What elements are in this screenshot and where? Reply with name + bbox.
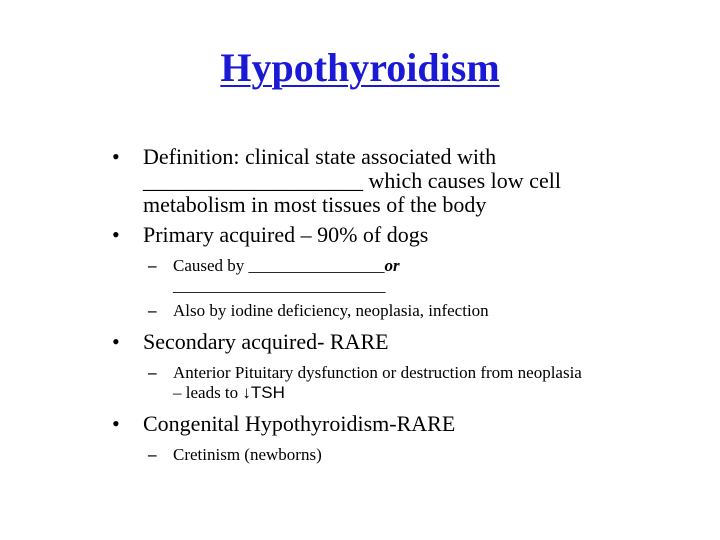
- subbullet-marker: –: [148, 256, 157, 275]
- bullet-secondary-acquired: [112, 330, 712, 354]
- bullet-text: Secondary acquired- RARE: [143, 329, 389, 354]
- subbullet-text-part: – leads to: [173, 383, 243, 402]
- bullet-marker: •: [112, 329, 120, 354]
- subbullet-anterior-pituitary: [112, 363, 712, 403]
- bullet-list: [112, 145, 712, 465]
- bullet-text: Congenital Hypothyroidism-RARE: [143, 411, 456, 436]
- bullet-definition: [112, 145, 712, 217]
- slide-title: [0, 44, 720, 92]
- subbullet-tsh: ↓TSH: [242, 383, 285, 402]
- subbullet-marker: –: [148, 301, 157, 320]
- subbullet-emphasis: or: [384, 256, 400, 275]
- slide-title-text: Hypothyroidism: [220, 45, 500, 90]
- subbullet-text: [173, 256, 712, 276]
- bullet-congenital: [112, 412, 712, 436]
- bullet-text: ____________________ which causes low cell: [143, 168, 561, 193]
- subbullet-text: Also by iodine deficiency, neoplasia, infection: [173, 301, 489, 320]
- subbullet-text: [173, 383, 712, 403]
- bullet-text: Primary acquired – 90% of dogs: [143, 222, 429, 247]
- subbullet-text: Cretinism (newborns): [173, 445, 322, 464]
- bullet-marker: •: [112, 222, 120, 247]
- bullet-primary-acquired: [112, 223, 712, 247]
- subbullet-text: Anterior Pituitary dysfunction or destruction from neoplasia: [173, 363, 582, 382]
- bullet-marker: •: [112, 411, 120, 436]
- bullet-text: Definition: clinical state associated with: [143, 144, 497, 169]
- subbullet-cretinism: [112, 445, 712, 465]
- subbullet-also-by: [112, 301, 712, 321]
- subbullet-text: _________________________: [173, 276, 386, 295]
- subbullet-marker: –: [148, 445, 157, 464]
- subbullet-caused-by: [112, 256, 712, 296]
- bullet-text: metabolism in most tissues of the body: [143, 192, 487, 217]
- subbullet-marker: –: [148, 363, 157, 382]
- subbullet-text-part: Caused by ________________: [173, 256, 385, 275]
- bullet-marker: •: [112, 144, 120, 169]
